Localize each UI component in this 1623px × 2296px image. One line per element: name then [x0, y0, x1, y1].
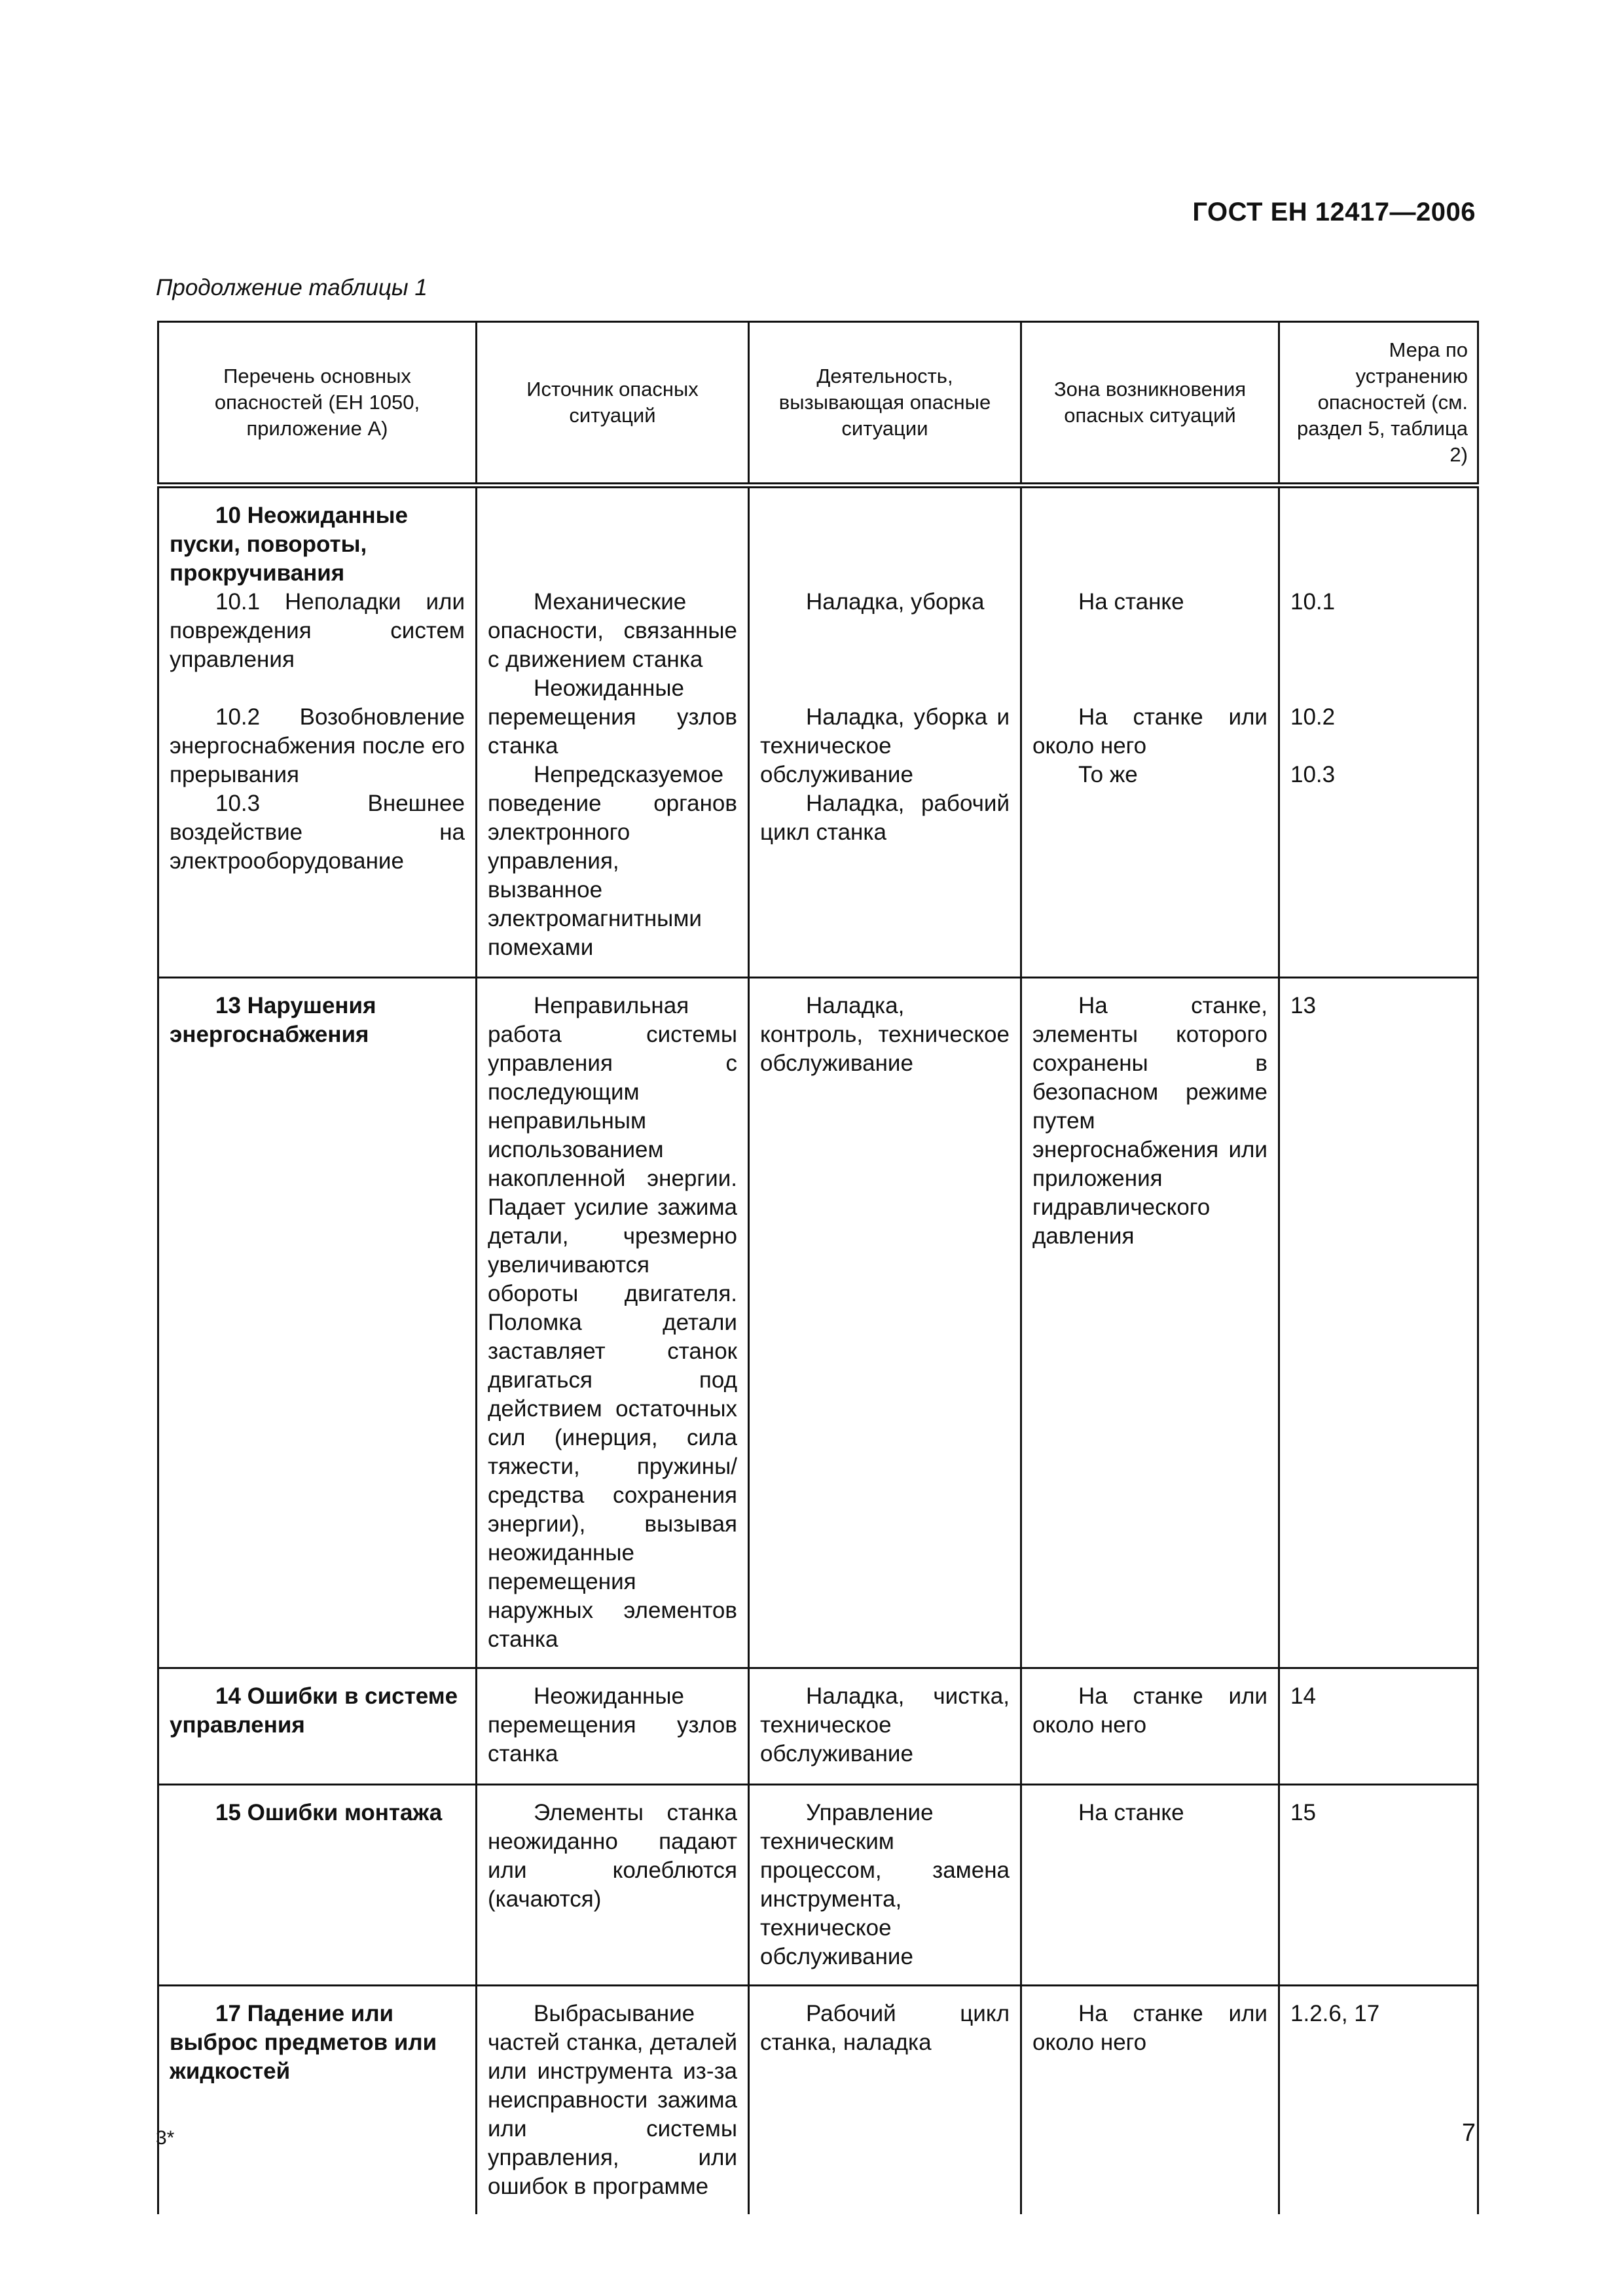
measure-item: 10.2 — [1290, 704, 1336, 730]
page-number: 7 — [1461, 2119, 1476, 2147]
activity-cell — [749, 1986, 1021, 2215]
hazard-group-title: 10 Неожиданные пуски, повороты, прокручивания — [170, 503, 408, 586]
hazards-table — [157, 321, 1479, 2214]
hazard-group-title: 13 Нарушения энергоснабжения — [170, 993, 376, 1047]
measure-text: 15 — [1290, 1800, 1316, 1825]
header-source: Источник опасных ситуаций — [477, 322, 749, 486]
activity-cell — [749, 486, 1021, 978]
hazard-cell — [158, 1785, 477, 1986]
hazard-group-title: 17 Падение или выброс предметов или жидкостей — [170, 2001, 437, 2084]
table-row — [158, 1785, 1478, 1986]
activity-text: Наладка, контроль, техническое обслуживание — [760, 993, 1010, 1076]
source-text: Элементы станка неожиданно падают или колеблются (качаются) — [488, 1800, 737, 1912]
zone-text: На станке, элементы которого сохранены в безопасном режиме путем энергоснабжения или приложения гидравлического давления — [1032, 993, 1267, 1249]
source-cell — [477, 978, 749, 1668]
source-cell — [477, 486, 749, 978]
hazard-cell — [158, 1986, 477, 2215]
source-cell — [477, 1668, 749, 1785]
measure-cell — [1279, 486, 1478, 978]
zone-text: На станке — [1078, 1800, 1184, 1825]
document-code: ГОСТ ЕН 12417—2006 — [1192, 198, 1476, 226]
table-row — [158, 1986, 1478, 2215]
header-hazards: Перечень основных опасностей (ЕН 1050, приложение А) — [158, 322, 477, 486]
activity-item: Наладка, рабочий цикл станка — [760, 791, 1010, 845]
zone-cell — [1021, 1986, 1279, 2215]
zone-cell — [1021, 486, 1279, 978]
measure-text: 13 — [1290, 993, 1316, 1018]
measure-item: 10.3 — [1290, 762, 1336, 787]
activity-cell — [749, 1668, 1021, 1785]
measure-cell — [1279, 978, 1478, 1668]
hazard-group-title: 14 Ошибки в системе управления — [170, 1683, 458, 1738]
source-text: Выбрасывание частей станка, деталей или инструмента из-за неисправности зажима или системы управления, или ошибок в программе — [488, 2001, 737, 2199]
header-measure: Мера по устранению опасностей (см. раздел 5, таблица 2) — [1279, 322, 1478, 486]
activity-text: Рабочий цикл станка, наладка — [760, 2001, 1010, 2055]
measure-text: 14 — [1290, 1683, 1316, 1709]
header-zone: Зона возникновения опасных ситуаций — [1021, 322, 1279, 486]
hazard-group-title: 15 Ошибки монтажа — [215, 1800, 443, 1825]
zone-text: На станке или около него — [1032, 2001, 1267, 2055]
footer-mark: 3* — [156, 2127, 175, 2149]
header-activity: Деятельность, вызывающая опасные ситуации — [749, 322, 1021, 486]
hazard-item: 10.1 Неполадки или повреждения систем управления — [170, 589, 465, 672]
zone-text: На станке или около него — [1032, 1683, 1267, 1738]
source-item: Механические опасности, связанные с движением станка — [488, 589, 737, 672]
zone-cell — [1021, 1668, 1279, 1785]
table-row — [158, 1668, 1478, 1785]
table-header-row — [158, 322, 1478, 486]
measure-text: 1.2.6, 17 — [1290, 2001, 1380, 2026]
source-text: Неправильная работа системы управления с последующим неправильным использованием накопленной энергии. Падает усилие зажима детали, чрезмерно увеличиваются обороты двигателя. Поломка детали заставляет станок двигаться под действием остаточных сил (инерция, сила тяжести, пружины/средства сохранения энергии), вызывая неожиданные перемещения наружных элементов станка — [488, 993, 737, 1652]
zone-cell — [1021, 978, 1279, 1668]
source-text: Неожиданные перемещения узлов станка — [488, 1683, 737, 1767]
source-cell — [477, 1986, 749, 2215]
activity-text: Управление техническим процессом, замена инструмента, техническое обслуживание — [760, 1800, 1010, 1969]
source-item: Неожиданные перемещения узлов станка — [488, 675, 737, 759]
measure-cell — [1279, 1986, 1478, 2215]
hazard-cell — [158, 1668, 477, 1785]
measure-item: 10.1 — [1290, 589, 1336, 615]
activity-cell — [749, 978, 1021, 1668]
activity-item: Наладка, уборка — [806, 589, 985, 615]
hazard-item: 10.2 Возобновление энергоснабжения после его прерывания — [170, 704, 465, 787]
zone-item: На станке или около него — [1032, 704, 1267, 759]
table-row — [158, 978, 1478, 1668]
zone-item: На станке — [1078, 589, 1184, 615]
measure-cell — [1279, 1785, 1478, 1986]
measure-cell — [1279, 1668, 1478, 1785]
hazard-cell — [158, 978, 477, 1668]
table-caption: Продолжение таблицы 1 — [156, 275, 428, 300]
zone-item: То же — [1078, 762, 1138, 787]
activity-item: Наладка, уборка и техническое обслуживание — [760, 704, 1010, 787]
table-row — [158, 486, 1478, 978]
activity-text: Наладка, чистка, техническое обслуживание — [760, 1683, 1010, 1767]
zone-cell — [1021, 1785, 1279, 1986]
source-cell — [477, 1785, 749, 1986]
hazard-cell — [158, 486, 477, 978]
source-item: Непредсказуемое поведение органов электронного управления, вызванное электромагнитными помехами — [488, 762, 737, 960]
activity-cell — [749, 1785, 1021, 1986]
hazard-item: 10.3 Внешнее воздействие на электрооборудование — [170, 791, 465, 874]
